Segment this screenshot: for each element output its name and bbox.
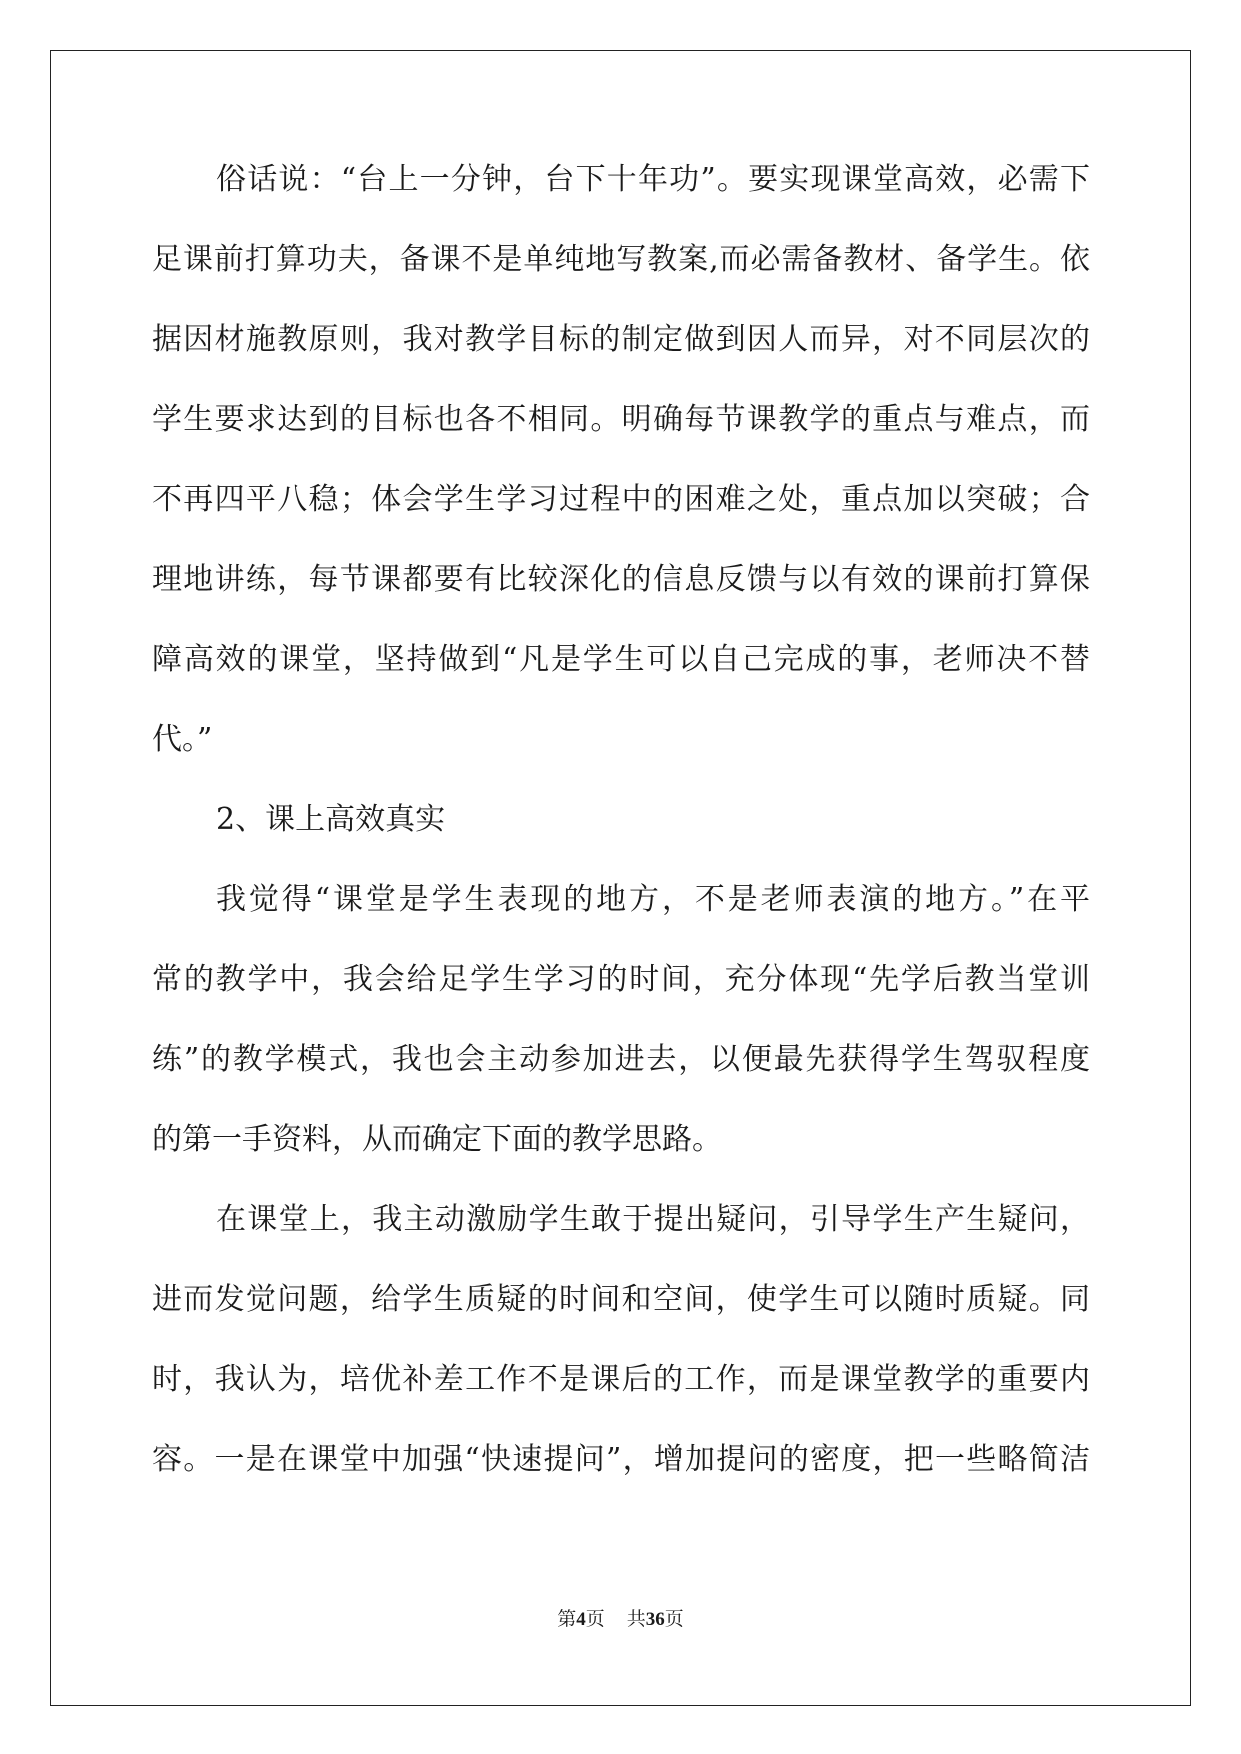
text-line: 常的教学中，我会给足学生学习的时间，充分体现“先学后教当堂训 (152, 962, 1090, 997)
section-heading: 2、课上高效真实 (216, 802, 446, 837)
total-pages: 36 (645, 1609, 665, 1630)
text-line: 代。” (152, 722, 213, 757)
text-line: 时，我认为，培优补差工作不是课后的工作，而是课堂教学的重要内 (152, 1362, 1090, 1397)
text-line: 俗话说：“台上一分钟，台下十年功”。要实现课堂高效，必需下 (216, 162, 1090, 197)
text-line: 足课前打算功夫，备课不是单纯地写教案,而必需备教材、备学生。依 (152, 242, 1090, 277)
page-suffix: 页 (585, 1608, 605, 1630)
text-line: 学生要求达到的目标也各不相同。明确每节课教学的重点与难点，而 (152, 402, 1090, 437)
text-line: 练”的教学模式，我也会主动参加进去，以便最先获得学生驾驭程度 (152, 1042, 1090, 1077)
page-number: 4 (576, 1609, 586, 1630)
total-prefix: 共 (626, 1608, 646, 1630)
document-body (152, 155, 1090, 1515)
text-line: 障高效的课堂，坚持做到“凡是学生可以自己完成的事，老师决不替 (152, 642, 1090, 677)
text-line: 进而发觉问题，给学生质疑的时间和空间，使学生可以随时质疑。同 (152, 1282, 1090, 1317)
text-line: 不再四平八稳；体会学生学习过程中的困难之处，重点加以突破；合 (152, 482, 1090, 517)
text-line: 在课堂上，我主动激励学生敢于提出疑问，引导学生产生疑问， (216, 1202, 1090, 1237)
total-suffix: 页 (664, 1608, 684, 1630)
text-line: 理地讲练，每节课都要有比较深化的信息反馈与以有效的课前打算保 (152, 562, 1090, 597)
page-prefix: 第 (557, 1608, 577, 1630)
text-line: 容。一是在课堂中加强“快速提问”，增加提问的密度，把一些略简洁 (152, 1442, 1090, 1477)
text-line: 据因材施教原则，我对教学目标的制定做到因人而异，对不同层次的 (152, 322, 1090, 357)
text-line: 的第一手资料，从而确定下面的教学思路。 (152, 1122, 722, 1157)
page-footer (0, 1604, 1241, 1635)
text-line: 我觉得“课堂是学生表现的地方，不是老师表演的地方。”在平 (216, 882, 1090, 917)
